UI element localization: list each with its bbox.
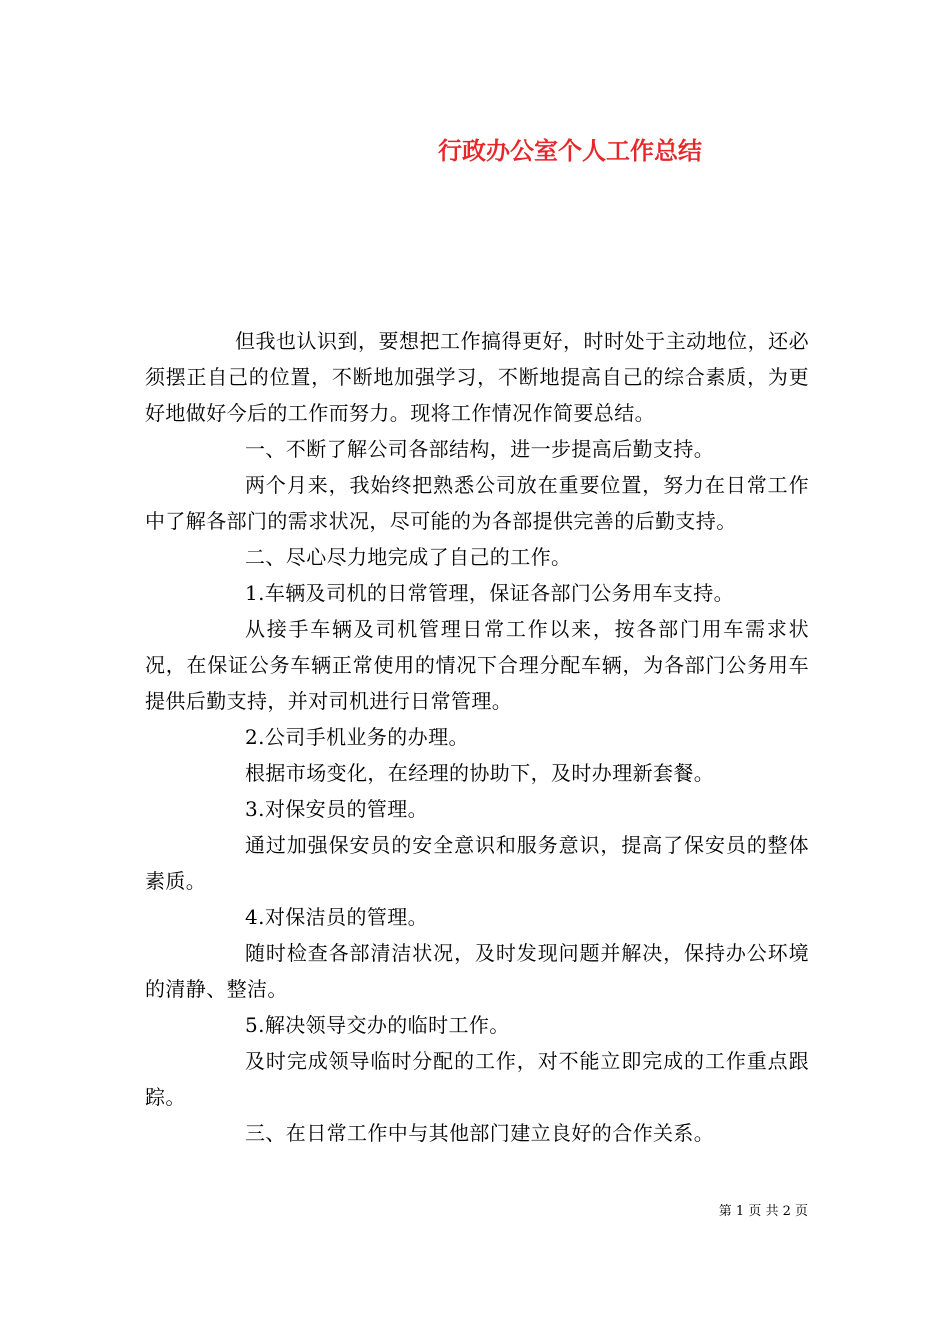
paragraph: 从接手车辆及司机管理日常工作以来，按各部门用车需求状况，在保证公务车辆正常使用的情况下合理分配车辆，为各部门公务用车提供后勤支持，并对司机进行日常管理。 xyxy=(145,617,809,713)
section-heading: 一、不断了解公司各部结构，进一步提高后勤支持。 xyxy=(245,437,715,461)
list-item-heading: 2.公司手机业务的办理。 xyxy=(245,725,469,749)
paragraph: 两个月来，我始终把熟悉公司放在重要位置，努力在日常工作中了解各部门的需求状况，尽可能的为各部提供完善的后勤支持。 xyxy=(145,473,809,533)
section-heading: 三、在日常工作中与其他部门建立良好的合作关系。 xyxy=(245,1121,715,1145)
list-item-heading: 3.对保安员的管理。 xyxy=(245,797,429,821)
section-heading: 二、尽心尽力地完成了自己的工作。 xyxy=(245,545,572,569)
list-item-heading: 5.解决领导交办的临时工作。 xyxy=(245,1013,510,1037)
list-item-heading: 1.车辆及司机的日常管理，保证各部门公务用车支持。 xyxy=(245,581,735,605)
list-item-heading: 4.对保洁员的管理。 xyxy=(245,905,429,929)
document-body xyxy=(145,323,809,1151)
document-title: 行政办公室个人工作总结 xyxy=(438,136,702,165)
paragraph: 根据市场变化，在经理的协助下，及时办理新套餐。 xyxy=(245,761,715,785)
paragraph: 随时检查各部清洁状况，及时发现问题并解决，保持办公环境的清静、整洁。 xyxy=(145,941,809,1001)
page-number-footer: 第 1 页 共 2 页 xyxy=(718,1204,808,1219)
paragraph: 通过加强保安员的安全意识和服务意识，提高了保安员的整体素质。 xyxy=(145,833,809,893)
paragraph: 及时完成领导临时分配的工作，对不能立即完成的工作重点跟踪。 xyxy=(145,1049,809,1109)
paragraph: 但我也认识到，要想把工作搞得更好，时时处于主动地位，还必须摆正自己的位置，不断地加强学习，不断地提高自己的综合素质，为更好地做好今后的工作而努力。现将工作情况作简要总结。 xyxy=(145,329,809,425)
